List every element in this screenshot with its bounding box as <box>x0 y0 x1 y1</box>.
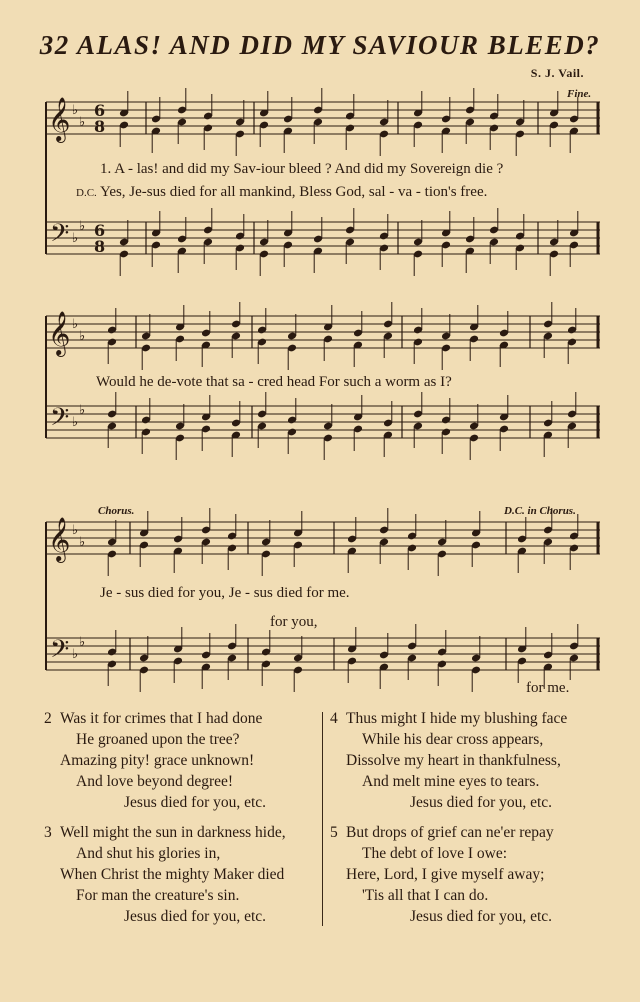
dc-mark: D.C. in Chorus. <box>504 505 576 517</box>
verse-line-text: Dissolve my heart in thankfulness, <box>346 752 561 769</box>
time-signature-top: 6 <box>94 101 106 120</box>
flat-icon: ♭ <box>79 535 86 550</box>
verse-line <box>330 843 554 864</box>
verse-line <box>44 885 286 906</box>
verse-line <box>44 843 286 864</box>
treble-clef-icon: 𝄞 <box>48 97 71 141</box>
composer-credit: S. J. Vail. <box>530 66 584 80</box>
time-signature-bottom: 8 <box>94 117 106 136</box>
verse-refrain: Jesus died for you, etc. <box>410 908 553 925</box>
verse-line <box>44 822 286 843</box>
bass-lyric-for-you: for you, <box>270 614 318 630</box>
verse-line <box>330 885 554 906</box>
verse-line-text: Well might the sun in darkness hide, <box>60 824 286 841</box>
verse-line <box>330 750 567 771</box>
hymn-title-text: ALAS! AND DID MY SAVIOUR BLEED? <box>76 30 601 60</box>
verse-line-text: And melt mine eyes to tears. <box>362 773 540 790</box>
flat-icon: ♭ <box>72 103 79 118</box>
verse-number: 4 <box>330 710 338 727</box>
verse-line-text: The debt of love I owe: <box>362 845 508 862</box>
verse-line-text: While his dear cross appears, <box>362 731 544 748</box>
verse-line-text: When Christ the mighty Maker died <box>60 866 285 883</box>
verse-line <box>44 708 266 729</box>
chorus-lyric: Je - sus died for you, Je - sus died for me. <box>100 585 350 601</box>
bass-clef-icon: 𝄢 <box>50 403 70 438</box>
flat-icon: ♭ <box>79 635 86 650</box>
flat-icon: ♭ <box>79 219 86 234</box>
verse-line-text: Amazing pity! grace unknown! <box>60 752 255 769</box>
verse-refrain: Jesus died for you, etc. <box>410 794 553 811</box>
verse-3 <box>44 822 286 927</box>
bass-clef-icon: 𝄢 <box>50 635 70 670</box>
verse-number: 5 <box>330 824 338 841</box>
verse-line <box>44 864 286 885</box>
flat-icon: ♭ <box>72 231 79 246</box>
treble-clef-icon: 𝄞 <box>48 311 71 355</box>
lyric-line-dc <box>76 184 487 201</box>
verse-line-text: But drops of grief can ne'er repay <box>346 824 554 841</box>
fine-mark: Fine. <box>567 88 592 100</box>
lyric-verse-number: 1. <box>100 161 112 177</box>
lyric-line-2: Would he de-vote that sa - cred head For such a worm as I? <box>96 374 452 390</box>
verse-line-text: For man the creature's sin. <box>76 887 240 904</box>
time-signature-top: 6 <box>94 221 106 240</box>
flat-icon: ♭ <box>72 523 79 538</box>
treble-clef-icon: 𝄞 <box>48 517 71 561</box>
verse-line <box>330 729 567 750</box>
verses-block <box>0 708 640 938</box>
verse-refrain: Jesus died for you, etc. <box>124 908 267 925</box>
verse-line <box>44 750 266 771</box>
bass-clef-icon: 𝄢 <box>50 219 70 254</box>
time-signature-bottom: 8 <box>94 237 106 256</box>
verse-line-text: Was it for crimes that I had done <box>60 710 263 727</box>
chorus-mark: Chorus. <box>98 505 135 517</box>
verse-line-text: 'Tis all that I can do. <box>362 887 489 904</box>
dc-prefix: D.C. <box>76 187 97 199</box>
verse-line <box>330 822 554 843</box>
flat-icon: ♭ <box>79 329 86 344</box>
verse-5 <box>330 822 554 927</box>
flat-icon: ♭ <box>72 317 79 332</box>
verse-line <box>44 729 266 750</box>
lyric-line-dc-text: Yes, Je-sus died for all mankind, Bless God, sal - va - tion's free. <box>99 184 488 200</box>
verse-4 <box>330 708 567 813</box>
verse-line <box>330 771 567 792</box>
verse-number: 2 <box>44 710 52 727</box>
lyric-line-1-text: A - las! and did my Sav-iour bleed ? And did my Sovereign die ? <box>114 161 504 177</box>
flat-icon: ♭ <box>72 415 79 430</box>
verse-line-text: He groaned upon the tree? <box>76 731 240 748</box>
verse-line-text: And love beyond degree! <box>76 773 234 790</box>
flat-icon: ♭ <box>79 115 86 130</box>
verse-refrain: Jesus died for you, etc. <box>124 794 267 811</box>
verse-line-text: And shut his glories in, <box>76 845 221 862</box>
verse-line-text: Thus might I hide my blushing face <box>346 710 568 727</box>
bass-lyric-for-me: for me. <box>526 680 570 696</box>
verse-line-text: Here, Lord, I give myself away; <box>346 866 545 883</box>
verse-line <box>330 708 567 729</box>
verse-2 <box>44 708 266 813</box>
verse-line <box>330 864 554 885</box>
flat-icon: ♭ <box>72 647 79 662</box>
verse-number: 3 <box>44 824 52 841</box>
hymn-number: 32 <box>39 30 70 60</box>
flat-icon: ♭ <box>79 403 86 418</box>
lyric-line-1 <box>100 161 503 178</box>
verse-line <box>44 771 266 792</box>
